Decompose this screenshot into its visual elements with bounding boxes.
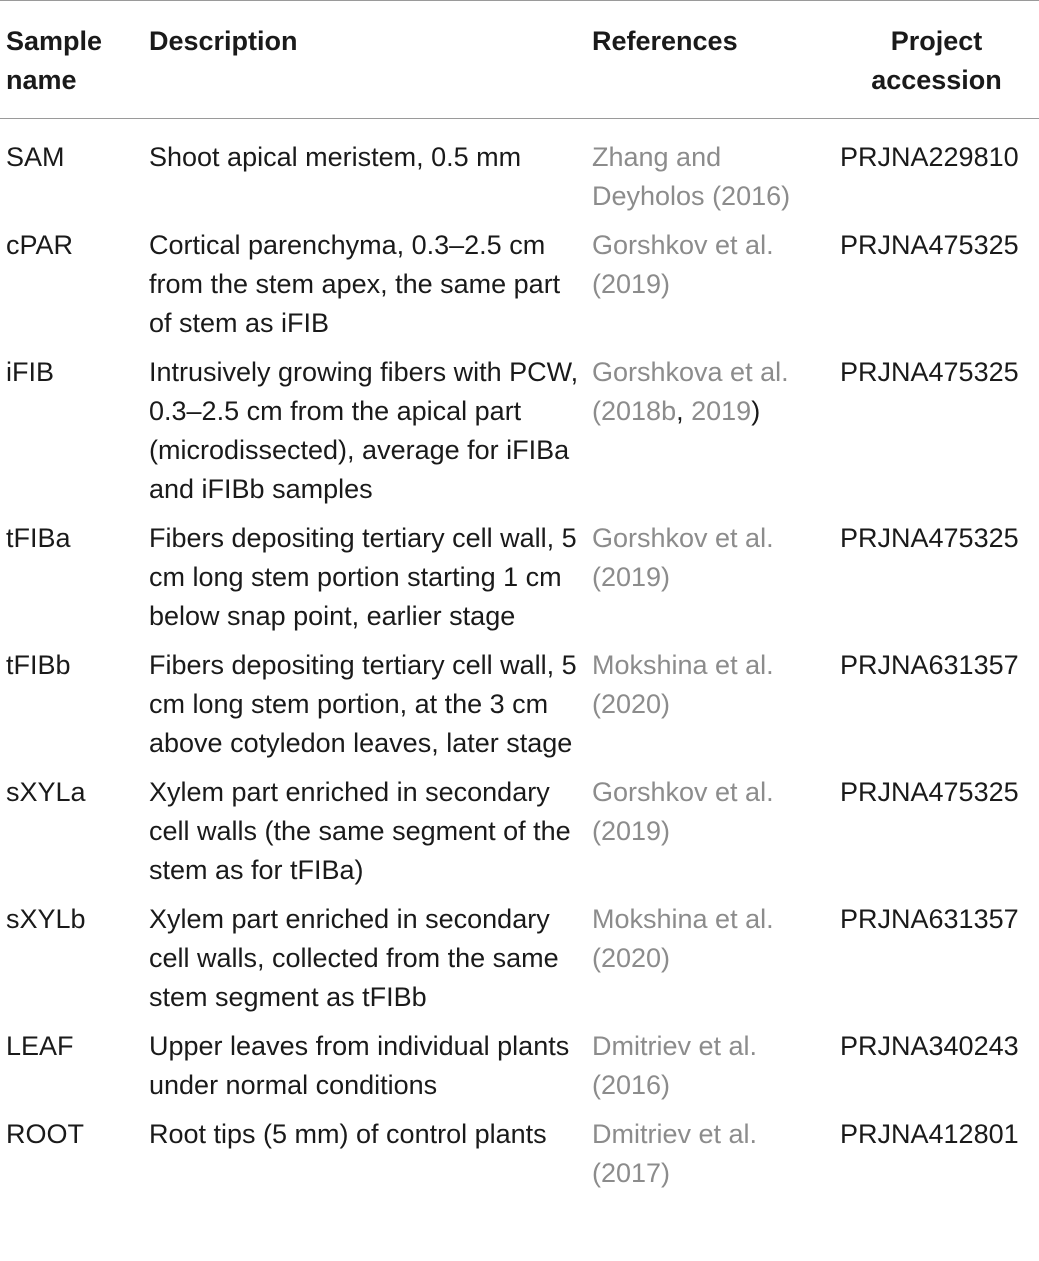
table-row (0, 773, 1039, 900)
table-row (0, 119, 1039, 227)
table-row (0, 900, 1039, 1027)
header-row (0, 1, 1039, 119)
sample-name-cell: ROOT (6, 1119, 84, 1149)
reference-link[interactable]: Gorshkov et al. (2019) (592, 230, 774, 299)
description-cell: Shoot apical meristem, 0.5 mm (149, 142, 522, 172)
reference-link[interactable]: Dmitriev et al. (2017) (592, 1119, 758, 1188)
reference-separator: , (676, 396, 692, 426)
description-cell: Xylem part enriched in secondary cell walls (the same segment of the stem as for tFIBa) (149, 777, 571, 885)
table-body (0, 119, 1039, 1204)
table-row (0, 226, 1039, 353)
header-project-accession: Project accession (871, 26, 1002, 95)
reference-close-paren: ) (751, 396, 761, 426)
table-row (0, 519, 1039, 646)
reference-link[interactable]: Zhang and Deyholos (2016) (592, 142, 791, 211)
description-cell: Upper leaves from individual plants under normal conditions (149, 1031, 570, 1100)
reference-link[interactable]: 2018b (601, 396, 677, 426)
table-row (0, 353, 1039, 519)
reference-link[interactable]: Mokshina et al. (2020) (592, 904, 774, 973)
sample-name-cell: tFIBb (6, 650, 71, 680)
table-row (0, 1115, 1039, 1203)
description-cell: Cortical parenchyma, 0.3–2.5 cm from the stem apex, the same part of stem as iFIB (149, 230, 561, 338)
header-sample-name: Sample name (6, 26, 103, 95)
table-header (0, 1, 1039, 119)
reference-link[interactable]: Dmitriev et al. (2016) (592, 1031, 758, 1100)
accession-cell: PRJNA340243 (840, 1031, 1019, 1061)
reference-link[interactable]: Gorshkov et al. (2019) (592, 777, 774, 846)
accession-cell: PRJNA475325 (840, 357, 1019, 387)
accession-cell: PRJNA229810 (840, 142, 1019, 172)
header-references: References (592, 26, 738, 56)
description-cell: Xylem part enriched in secondary cell walls, collected from the same stem segment as tFIBb (149, 904, 559, 1012)
description-cell: Fibers depositing tertiary cell wall, 5 cm long stem portion starting 1 cm below snap point, earlier stage (149, 523, 577, 631)
accession-cell: PRJNA475325 (840, 777, 1019, 807)
reference-link[interactable]: 2019 (691, 396, 752, 426)
reference-link[interactable]: Gorshkov et al. (2019) (592, 523, 774, 592)
accession-cell: PRJNA475325 (840, 230, 1019, 260)
table-row (0, 646, 1039, 773)
sample-name-cell: sXYLb (6, 904, 86, 934)
reference-link[interactable]: Gorshkova et al. ( (592, 357, 789, 426)
sample-name-cell: iFIB (6, 357, 55, 387)
header-description: Description (149, 26, 298, 56)
description-cell: Fibers depositing tertiary cell wall, 5 cm long stem portion, at the 3 cm above cotyledon leaves, later stage (149, 650, 577, 758)
sample-name-cell: tFIBa (6, 523, 71, 553)
accession-cell: PRJNA412801 (840, 1119, 1019, 1149)
reference-cell (586, 353, 834, 519)
sample-name-cell: sXYLa (6, 777, 86, 807)
sample-name-cell: LEAF (6, 1031, 74, 1061)
sample-name-cell: SAM (6, 142, 65, 172)
accession-cell: PRJNA475325 (840, 523, 1019, 553)
sample-name-cell: cPAR (6, 230, 74, 260)
reference-link[interactable]: Mokshina et al. (2020) (592, 650, 774, 719)
accession-cell: PRJNA631357 (840, 904, 1019, 934)
accession-cell: PRJNA631357 (840, 650, 1019, 680)
description-cell: Intrusively growing fibers with PCW, 0.3–2.5 cm from the apical part (microdissected), average for iFIBa and iFIBb samples (149, 357, 579, 504)
table-row (0, 1027, 1039, 1115)
description-cell: Root tips (5 mm) of control plants (149, 1119, 547, 1149)
